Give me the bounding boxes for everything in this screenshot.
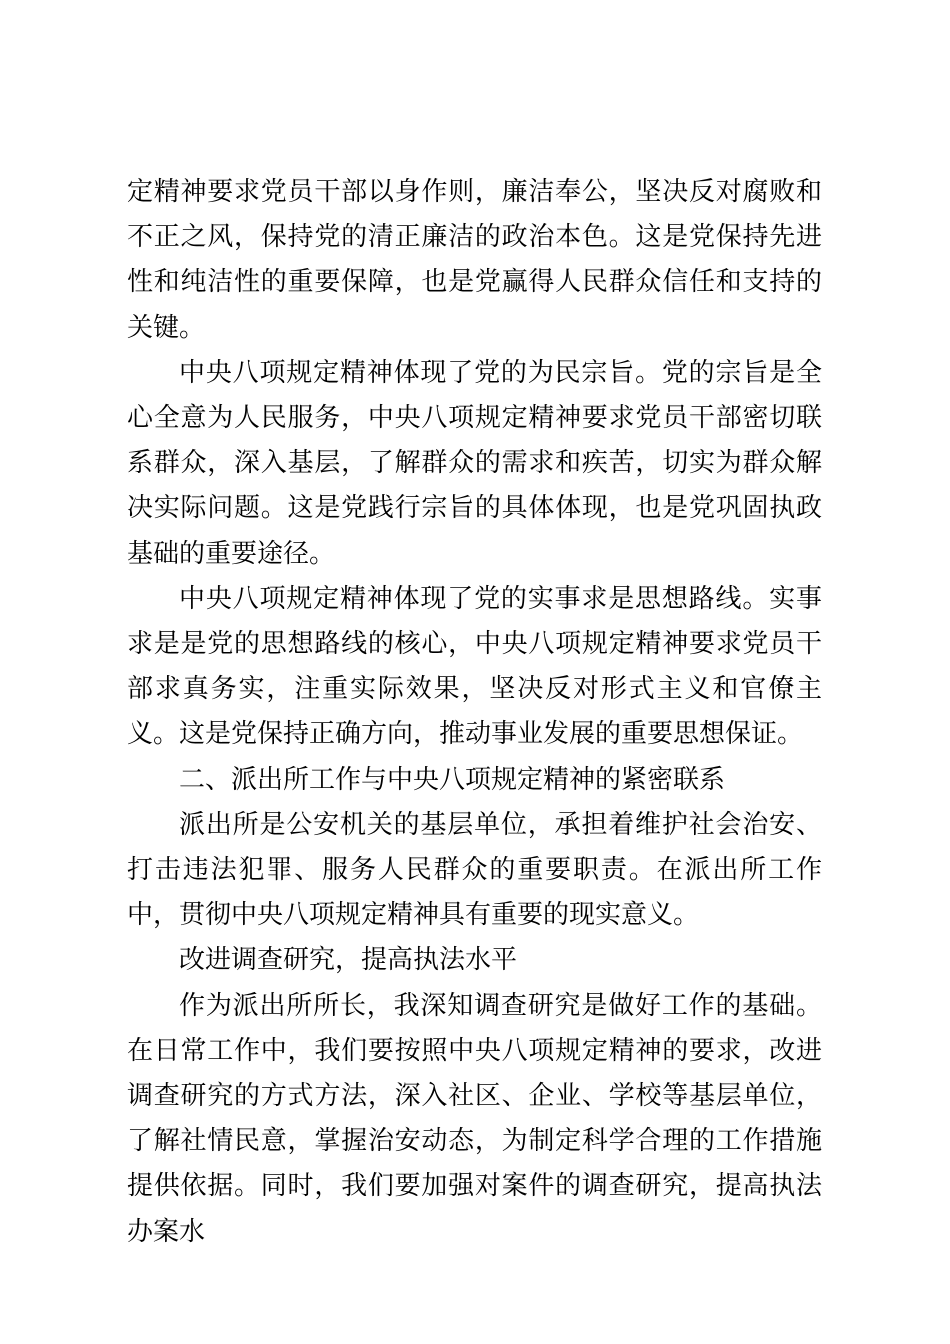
- paragraph-research: 作为派出所所长，我深知调查研究是做好工作的基础。在日常工作中，我们要按照中央八项规定精神的要求，改进调查研究的方式方法，深入社区、企业、学校等基层单位，了解社情民意，掌握治安动态，为制定科学合理的工作措施提供依据。同时，我们要加强对案件的调查研究，提高执法办案水: [127, 990, 822, 1247]
- paragraph-continuation: 定精神要求党员干部以身作则，廉洁奉公，坚决反对腐败和不正之风，保持党的清正廉洁的政治本色。这是党保持先进性和纯洁性的重要保障，也是党赢得人民群众信任和支持的关键。: [127, 177, 822, 343]
- paragraph-mission: 中央八项规定精神体现了党的为民宗旨。党的宗旨是全心全意为人民服务，中央八项规定精神要求党员干部密切联系群众，深入基层，了解群众的需求和疾苦，切实为群众解决实际问题。这是党践行宗旨的具体体现，也是党巩固执政基础的重要途径。: [127, 357, 822, 569]
- subsection-heading: 改进调查研究，提高执法水平: [179, 945, 518, 976]
- section-heading: 二、派出所工作与中央八项规定精神的紧密联系: [179, 764, 726, 795]
- paragraph-police-station: 派出所是公安机关的基层单位，承担着维护社会治安、打击违法犯罪、服务人民群众的重要职责。在派出所工作中，贯彻中央八项规定精神具有重要的现实意义。: [127, 809, 822, 931]
- document-body: [127, 170, 822, 1255]
- paragraph-ideology: 中央八项规定精神体现了党的实事求是思想路线。实事求是是党的思想路线的核心，中央八项规定精神要求党员干部求真务实，注重实际效果，坚决反对形式主义和官僚主义。这是党保持正确方向，推动事业发展的重要思想保证。: [127, 583, 822, 750]
